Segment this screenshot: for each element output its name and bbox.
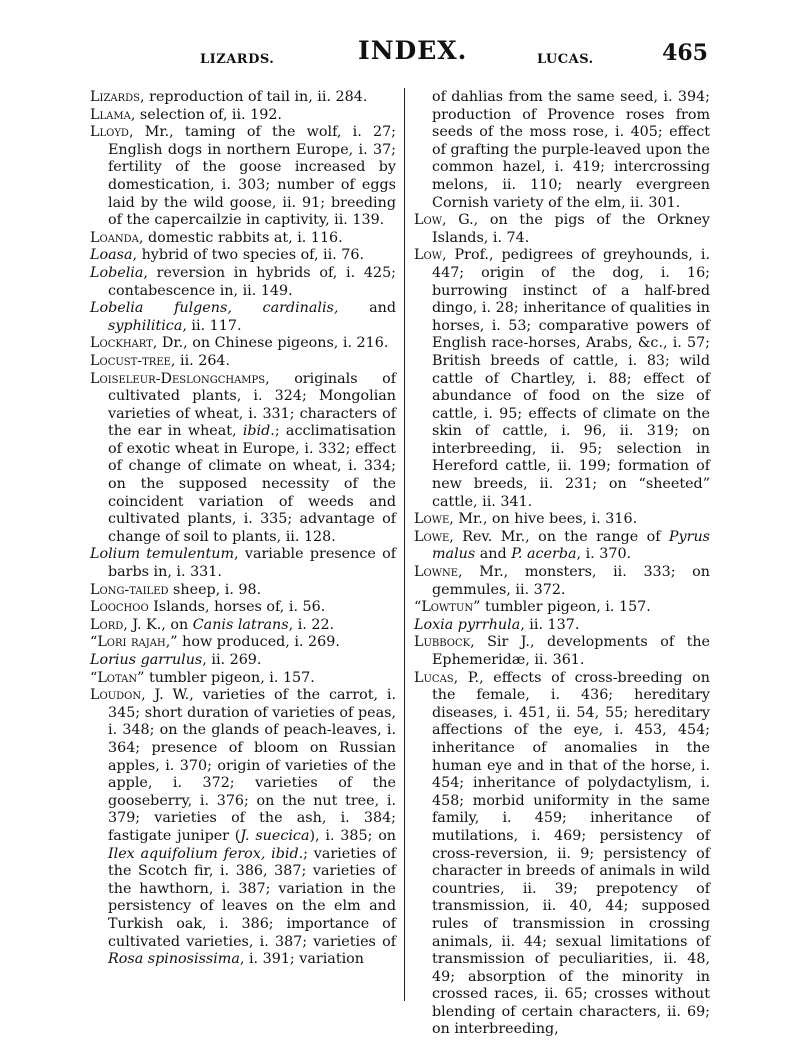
index-entry: [90, 124, 396, 230]
entry-text: ,” how produced, i. 269.: [165, 634, 340, 651]
index-entry: [90, 670, 396, 688]
index-entry: [414, 564, 710, 599]
entry-text: , Mr., monsters, ii. 333; on gemmules, ii. 372.: [432, 564, 710, 598]
entry-heading: Lowe: [414, 528, 450, 545]
entry-text: and: [475, 546, 512, 563]
entry-text: , domestic rabbits at, i. 116.: [138, 229, 343, 246]
index-column-right: [414, 89, 710, 1039]
italic-term: Lolium temulentum: [90, 546, 235, 563]
entry-text: , P., effects of cross-breeding on the female, i. 436; hereditary diseases, i. 451, ii. 54, 55; hereditary affections of the eye, i. 453, 454; inheritance of anomalies in the human eye and in that of the horse, i. 454; inheritance of polydactylism, i. 458; morbid uniformity in the same family, i. 459; inheritance of mutilations, i. 469; persistency of cross-reversion, ii. 9; persistency of character in breeds of animals in wild countries, ii. 39; prepotency of transmission, ii. 40, 44; supposed rules of transmission in crossing animals, ii. 44; sexual limitations of transmission of peculiarities, ii. 48, 49; absorption of the minority in crossed races, ii. 65; crosses without blending of certain characters, ii. 69; on interbreeding,: [432, 669, 710, 1038]
index-entry: [90, 300, 396, 335]
entry-heading: Locust-tree: [90, 352, 171, 369]
entry-text: , ii. 269.: [202, 652, 262, 668]
index-entry: [414, 212, 710, 247]
index-entry: [414, 617, 710, 635]
italic-term: J. suecica: [240, 827, 310, 844]
entry-text: , i. 22.: [288, 616, 335, 633]
running-head-left: LIZARDS.: [200, 52, 275, 67]
entry-text: , Dr., on Chinese pigeons, i. 216.: [152, 335, 389, 352]
entry-text: , originals of cultivated plants, i. 324; Mongolian varieties of wheat, i. 331; characters of the ear in wheat,: [108, 370, 396, 440]
italic-term: Canis latrans: [192, 616, 289, 633]
italic-term: Lobelia: [90, 264, 144, 281]
entry-text: , Prof., pedigrees of greyhounds, i. 447; origin of the dog, i. 16; burrowing instinct of a half-bred dingo, i. 28; inheritance of qualities in horses, i. 53; comparative powers of English race-horses, Arabs, &c., i. 57; British breeds of cattle, i. 83; wild cattle of Chartley, i. 88; effect of abundance of food on the size of cattle, i. 95; effects of climate on the skin of cattle, i. 96, ii. 319; on interbreeding, ii. 95; selection in Hereford cattle, ii. 199; formation of new breeds, ii. 231; on “sheeted” cattle, ii. 341.: [432, 247, 710, 510]
entry-text: , reproduction of tail in, ii. 284.: [140, 89, 368, 105]
index-entry: [90, 353, 396, 371]
entry-heading: Low: [414, 212, 442, 229]
italic-term: Pyrus malus: [432, 528, 710, 563]
entry-text: , ii. 264.: [170, 352, 231, 369]
running-head-title: INDEX.: [358, 36, 468, 65]
index-entry: [90, 687, 396, 969]
entry-text: “: [90, 669, 98, 686]
italic-term: Loasa: [90, 247, 133, 264]
index-entry: [90, 546, 396, 581]
index-entry: [90, 599, 396, 617]
entry-text: , Mr., on hive bees, i. 316.: [449, 511, 638, 528]
entry-text: , ii. 137.: [520, 616, 580, 633]
entry-heading: Low: [414, 247, 442, 264]
entry-heading: Lotan: [97, 669, 138, 686]
entry-text: , i. 370.: [576, 546, 632, 563]
italic-term: Lorius garrulus: [90, 652, 203, 668]
entry-text: ” tumbler pigeon, i. 157.: [473, 599, 651, 616]
index-entry: [414, 247, 710, 511]
index-entry: [90, 652, 396, 670]
entry-heading: Lowe: [414, 511, 450, 528]
entry-heading: Lockhart: [90, 335, 153, 352]
entry-heading: Lizards: [90, 89, 141, 105]
index-column-left: [90, 89, 396, 969]
column-divider: [404, 88, 405, 1001]
running-head-right: LUCAS.: [537, 52, 594, 67]
entry-text: Islands, horses of, i. 56.: [148, 599, 326, 616]
index-entry: [90, 371, 396, 547]
entry-heading: Loudon: [90, 687, 142, 704]
index-entry: [414, 634, 710, 669]
entry-text: , Rev. Mr., on the range of: [449, 528, 669, 545]
index-entry: [90, 230, 396, 248]
entry-text: ” tumbler pigeon, i. 157.: [137, 669, 315, 686]
entry-text: , reversion in hybrids of, i. 425; contabescence in, ii. 149.: [108, 264, 396, 299]
index-entry: [90, 634, 396, 652]
italic-term: Loxia pyrrhula: [414, 616, 521, 633]
entry-text: , J. K., on: [123, 616, 193, 633]
index-entry: [90, 265, 396, 300]
italic-term: syphilitica: [108, 317, 183, 334]
entry-heading: Lowne: [414, 564, 459, 581]
page-number: 465: [662, 40, 708, 66]
entry-text: ), i. 385; on: [309, 827, 397, 844]
index-entry: [90, 107, 396, 125]
entry-text: of dahlias from the same seed, i. 394; production of Provence roses from seeds of the moss rose, i. 405; effect of grafting the purple-leaved upon the common hazel, i. 419; intercrossing melons, ii. 110; nearly evergreen Cornish variety of the elm, ii. 301.: [432, 89, 710, 211]
index-entry: [90, 89, 396, 107]
index-entry: [414, 670, 710, 1039]
entry-text: , i. 391; variation: [239, 951, 364, 968]
entry-heading: Lubbock: [414, 634, 471, 651]
index-entry: [414, 599, 710, 617]
index-entry-continued: [414, 89, 710, 212]
entry-text: , Sir J., developments of the Ephemeridæ, ii. 361.: [432, 634, 710, 668]
entry-text: , G., on the pigs of the Orkney Islands, i. 74.: [432, 212, 710, 246]
index-entry: [90, 617, 396, 635]
entry-heading: Loiseleur-Deslongchamps: [90, 370, 266, 387]
entry-text: “: [414, 599, 422, 616]
entry-heading: Lucas: [414, 669, 454, 686]
entry-heading: Lord: [90, 616, 124, 633]
index-entry: [90, 247, 396, 265]
index-entry: [414, 511, 710, 529]
entry-heading: Long-tailed: [90, 581, 169, 598]
entry-text: , hybrid of two species of, ii. 76.: [132, 247, 365, 264]
page-header: [90, 36, 708, 76]
entry-text: sheep, i. 98.: [168, 581, 262, 598]
entry-text: “: [90, 634, 98, 651]
index-entry: [414, 529, 710, 564]
entry-text: , ii. 117.: [182, 317, 242, 334]
entry-text: ; varieties of the Scotch fir, i. 386, 387; varieties of the hawthorn, i. 387; variation in the persistency of leaves on the elm and Turkish oak, i. 386; importance of cultivated varieties, i. 387; varieties of: [108, 845, 396, 950]
entry-heading: Lowtun: [421, 599, 474, 616]
entry-heading: Lori rajah: [97, 634, 166, 651]
entry-text: , selection of, ii. 192.: [130, 106, 282, 123]
entry-text: , J. W., varieties of the carrot, i. 345; short duration of varieties of peas, i. 348; on the glands of peach-leaves, i. 364; presence of bloom on Russian apples, i. 370; origin of varieties of the apple, i. 372; varieties of the gooseberry, i. 376; on the nut tree, i. 379; varieties of the ash, i. 384; fastigate juniper (: [108, 687, 396, 844]
index-entry: [90, 335, 396, 353]
italic-term: Ilex aquifolium ferox, ibid.: [108, 845, 304, 862]
entry-heading: Llama: [90, 106, 131, 123]
entry-heading: Lloyd: [90, 124, 129, 141]
italic-term: Rosa spinosissima: [108, 951, 240, 968]
entry-text: , Mr., taming of the wolf, i. 27; English dogs in northern Europe, i. 37; fertility of the goose increased by domestication, i. 303; number of eggs laid by the wild goose, ii. 91; breeding of the capercailzie in captivity, ii. 139.: [108, 124, 396, 229]
entry-heading: Loanda: [90, 229, 139, 246]
entry-heading: Loochoo: [90, 599, 149, 616]
entry-text: and: [338, 300, 396, 317]
entry-text: ; acclimatisation of exotic wheat in Europe, i. 332; effect of change of climate on wheat, i. 334; on the supposed necessity of the coincident variation of weeds and cultivated plants, i. 335; advantage of change of soil to plants, ii. 128.: [108, 423, 396, 545]
italic-term: P. acerba: [511, 546, 577, 563]
entry-text: , variable presence of barbs in, i. 331.: [108, 546, 396, 581]
index-entry: [90, 582, 396, 600]
italic-term: ibid.: [242, 423, 275, 440]
italic-term: Lobelia fulgens, cardinalis,: [90, 300, 339, 317]
